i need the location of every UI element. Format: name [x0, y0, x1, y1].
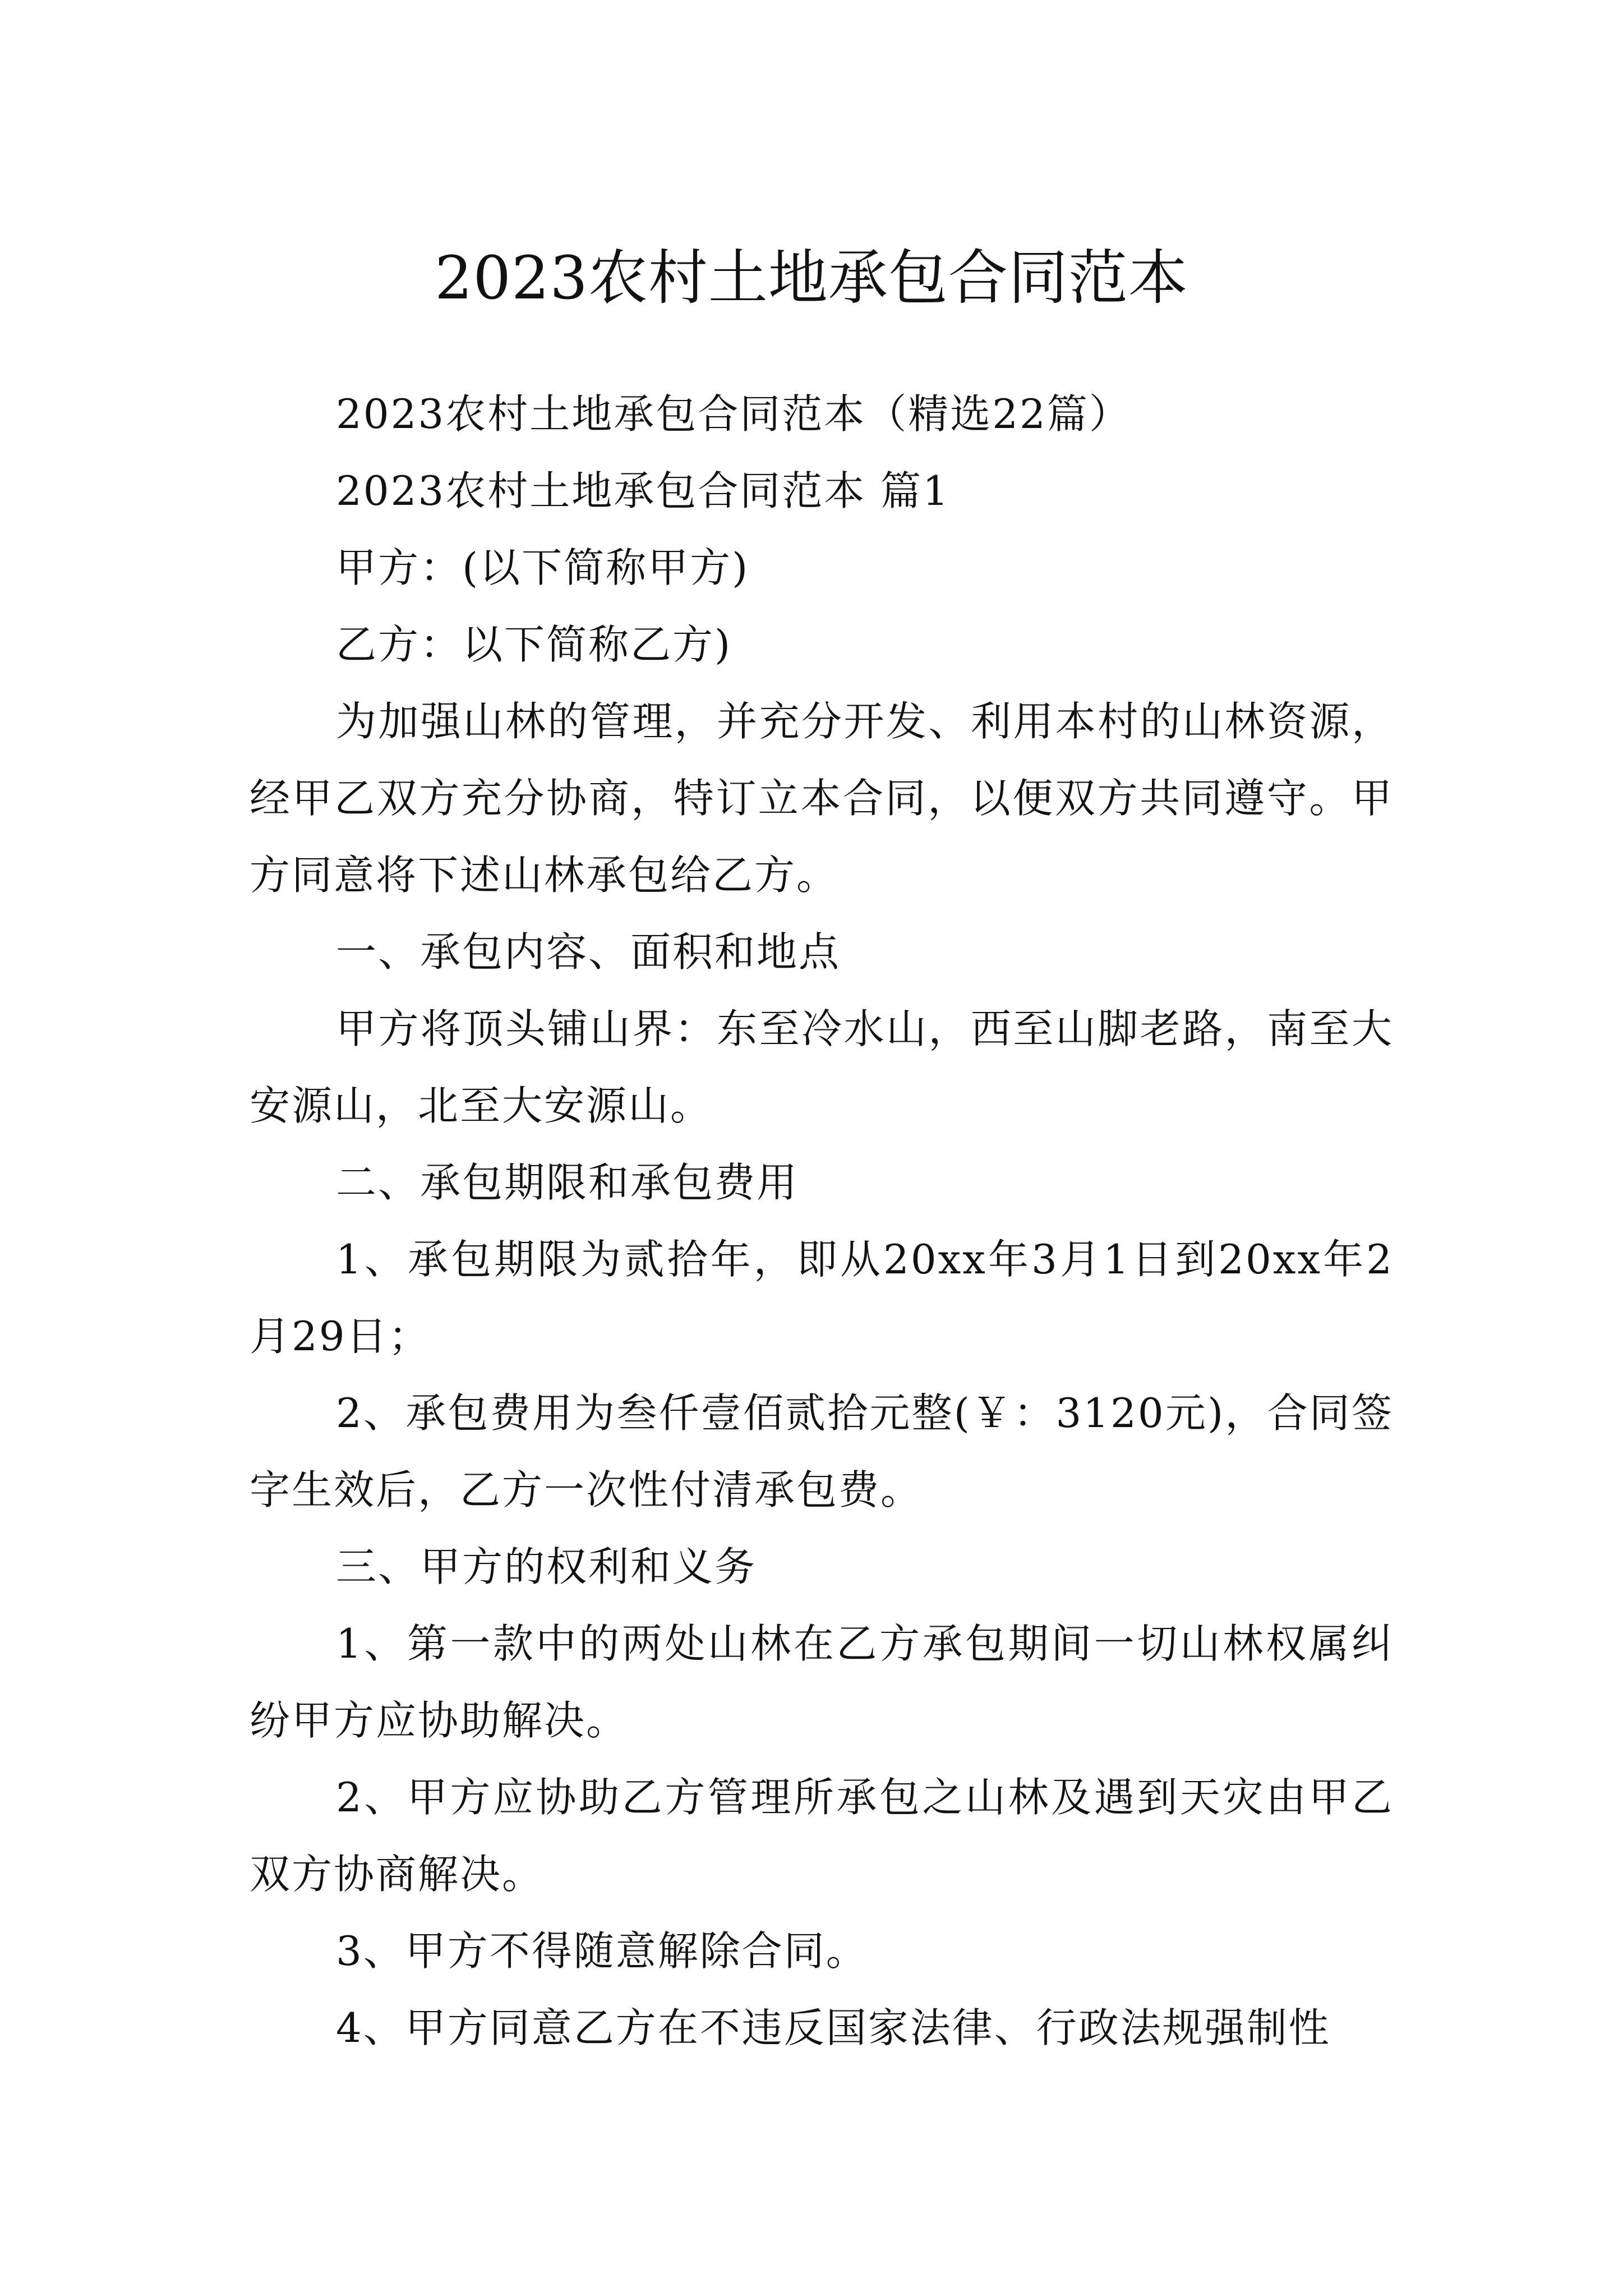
section-heading: 一、承包内容、面积和地点 — [336, 928, 841, 976]
paragraph: 4、甲方同意乙方在不违反国家法律、行政法规强制性 — [336, 2004, 1331, 2051]
paragraph: 2023农村土地承包合同范本（精选22篇） — [336, 390, 1131, 438]
paragraph: 2、承包费用为叁仟壹佰贰拾元整(￥：3120元)，合同签字生效后，乙方一次性付清承包费。 — [250, 1389, 1394, 1513]
paragraph: 1、承包期限为贰拾年，即从20xx年3月1日到20xx年2月29日； — [250, 1236, 1394, 1360]
document-body — [250, 376, 1394, 2067]
section-heading: 二、承包期限和承包费用 — [336, 1159, 799, 1206]
section-heading: 三、甲方的权利和义务 — [336, 1543, 757, 1590]
paragraph: 2、甲方应协助乙方管理所承包之山林及遇到天灾由甲乙双方协商解决。 — [250, 1774, 1394, 1898]
paragraph: 为加强山林的管理，并充分开发、利用本村的山林资源，经甲乙双方充分协商，特订立本合同，以便双方共同遵守。甲方同意将下述山林承包给乙方。 — [250, 698, 1394, 899]
paragraph: 乙方：以下简称乙方) — [336, 621, 732, 668]
document-title: 2023农村土地承包合同范本 — [435, 243, 1188, 313]
paragraph: 2023农村土地承包合同范本 篇1 — [336, 467, 950, 514]
paragraph: 1、第一款中的两处山林在乙方承包期间一切山林权属纠纷甲方应协助解决。 — [250, 1620, 1394, 1744]
paragraph: 甲方：(以下简称甲方) — [336, 544, 750, 591]
paragraph: 3、甲方不得随意解除合同。 — [336, 1927, 868, 1975]
paragraph: 甲方将顶头铺山界：东至冷水山，西至山脚老路，南至大安源山，北至大安源山。 — [250, 1005, 1394, 1129]
